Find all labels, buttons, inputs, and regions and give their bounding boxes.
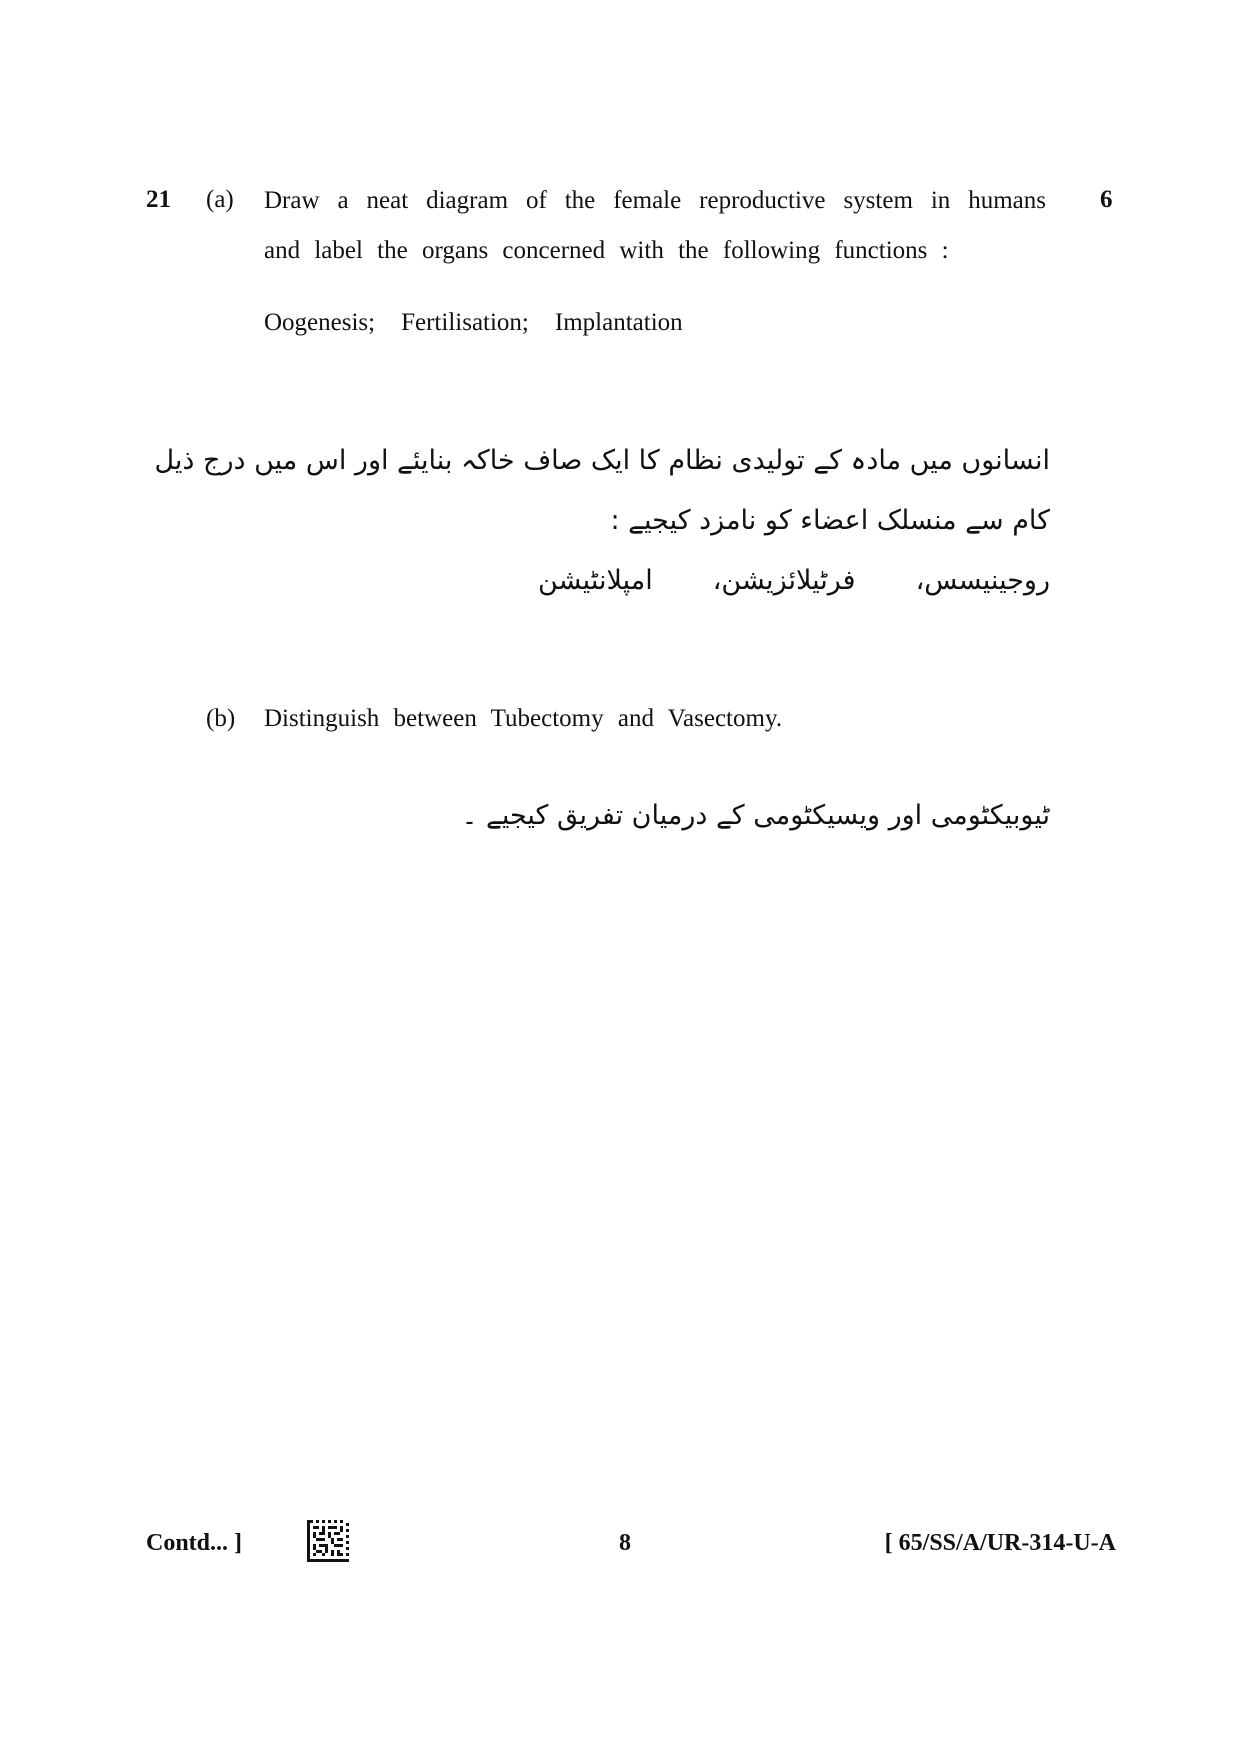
part-b-label: (b) [206,705,236,732]
question-marks: 6 [1100,186,1113,213]
footer-contd: Contd... ] [146,1530,243,1556]
urdu-term-fertilisation: فرٹیلائزیشن، [712,565,856,596]
part-a-urdu-terms [538,565,1050,596]
paper-code: [ 65/SS/A/UR-314-U-A [884,1530,1116,1556]
part-a-text-line2: and label the organs concerned with the following functions : [264,237,949,264]
part-b-urdu-text: ٹیوبیکٹومی اور ویسیکٹومی کے درمیان تفریق کیجیے ۔ [461,800,1050,831]
term-implantation: Implantation [554,309,683,336]
urdu-term-oogenesis: روجینیسس، [915,565,1050,596]
term-fertilisation: Fertilisation; [401,309,529,336]
qr-code-icon [307,1520,349,1562]
page-number: 8 [619,1530,631,1556]
urdu-term-implantation: امپلانٹیشن [538,565,653,596]
part-a-terms [264,309,683,337]
part-a-urdu-line1: انسانوں میں مادہ کے تولیدی نظام کا ایک صاف خاکہ بنایئے اور اس میں درج ذیل [154,445,1050,476]
question-number: 21 [146,186,171,213]
part-a-urdu-line2: کام سے منسلک اعضاء کو نامزد کیجیے : [610,505,1050,536]
part-b-text: Distinguish between Tubectomy and Vasectomy. [264,705,783,732]
term-oogenesis: Oogenesis; [264,309,376,336]
part-a-label: (a) [206,186,234,213]
part-a-text-line1: Draw a neat diagram of the female reproductive system in humans [264,187,1046,214]
